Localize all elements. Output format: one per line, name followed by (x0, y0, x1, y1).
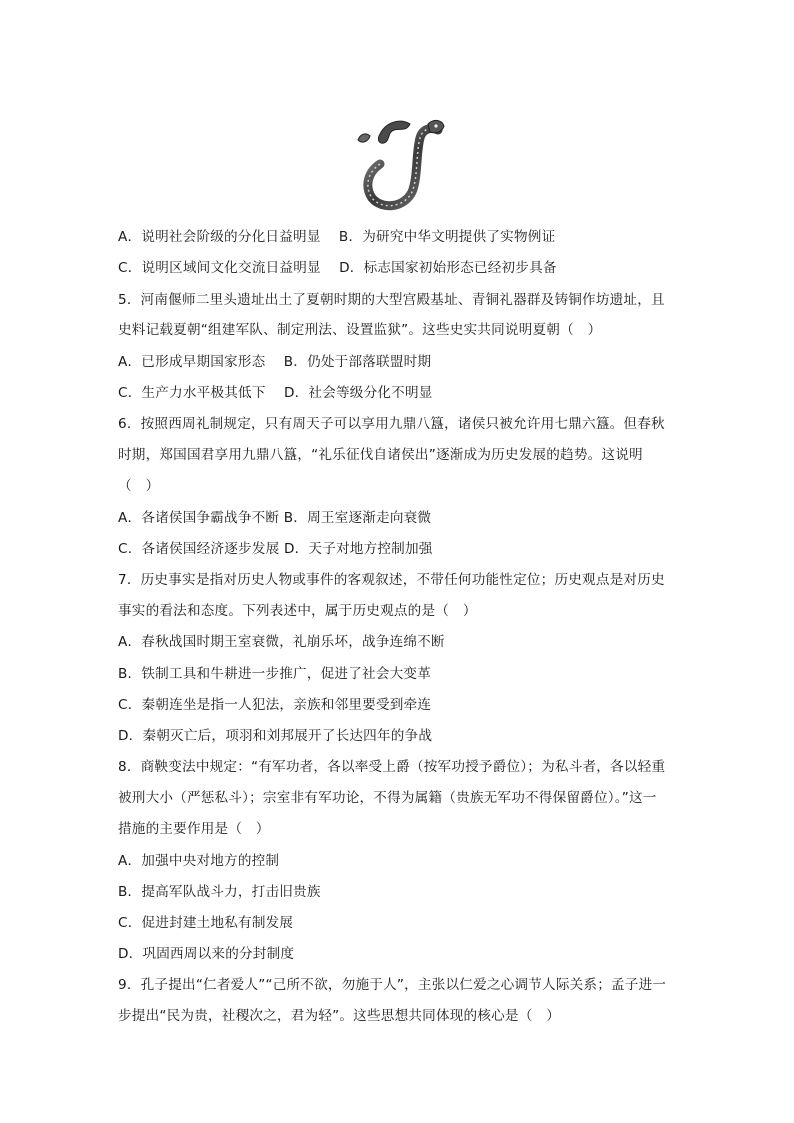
q7-stem-line-1: 7．历史事实是指对历史人物或事件的客观叙述，不带任何功能性定位；历史观点是对历史 (118, 572, 665, 588)
q8-option-c: C．促进封建土地私有制发展 (118, 915, 294, 931)
q7-option-a: A．春秋战国时期王室衰微，礼崩乐坏，战争连绵不断 (118, 634, 445, 650)
q5-stem-line-1: 5．河南偃师二里头遗址出土了夏朝时期的大型宫殿基址、青铜礼器群及铸铜作坊遗址，且 (118, 292, 665, 308)
q9-stem-line-2: 步提出“民为贵，社稷次之，君为轻”。这些思想共同体现的核心是（ ） (118, 1008, 561, 1024)
q6-stem-line-1: 6．按照西周礼制规定，只有周天子可以享用九鼎八簋，诸侯只被允许用七鼎六簋。但春秋 (118, 416, 665, 432)
q4-options-line-1: A．说明社会阶级的分化日益明显 B．为研究中华文明提供了实物例证 (118, 229, 556, 245)
q4-options-line-2: C．说明区域间文化交流日益明显 D．标志国家初始形态已经初步具备 (118, 260, 557, 276)
q7-option-c: C．秦朝连坐是指一人犯法，亲族和邻里要受到牵连 (118, 697, 432, 713)
q7-option-b: B．铁制工具和牛耕进一步推广，促进了社会大变革 (118, 666, 431, 682)
q7-stem-line-2: 事实的看法和态度。下列表述中，属于历史观点的是（ ） (118, 603, 477, 619)
q7-option-d: D．秦朝灭亡后，项羽和刘邦展开了长达四年的争战 (118, 728, 433, 744)
q6-options-line-2: C．各诸侯国经济逐步发展 D．天子对地方控制加强 (118, 541, 433, 557)
q5-options-line-1: A．已形成早期国家形态 B．仍处于部落联盟时期 (118, 354, 432, 370)
bronze-hook-artifact-image (350, 112, 446, 212)
q6-stem-line-2: 时期，郑国国君享用九鼎八簋，“礼乐征伐自诸侯出”逐渐成为历史发展的趋势。这说明 (118, 447, 643, 463)
q8-stem-line-1: 8．商鞅变法中规定：“有军功者，各以率受上爵（按军功授予爵位）；为私斗者，各以轻重 (118, 759, 666, 775)
q8-option-a: A．加强中央对地方的控制 (118, 853, 280, 869)
q6-options-line-1: A．各诸侯国争霸战争不断 B．周王室逐渐走向衰微 (118, 510, 432, 526)
q8-option-d: D．巩固西周以来的分封制度 (118, 946, 295, 962)
q5-options-line-2: C．生产力水平极其低下 D．社会等级分化不明显 (118, 385, 433, 401)
q5-stem-line-2: 史料记载夏朝“组建军队、制定刑法、设置监狱”。这些史实共同说明夏朝（ ） (118, 322, 602, 338)
q8-option-b: B．提高军队战斗力，打击旧贵族 (118, 884, 321, 900)
q8-stem-line-2: 被刑大小（严惩私斗）；宗室非有军功论，不得为属籍（贵族无军功不得保留爵位）。”这一 (118, 790, 657, 806)
q9-stem-line-1: 9．孔子提出“仁者爱人”“己所不欲，勿施于人”，主张以仁爱之心调节人际关系；孟子进一 (118, 977, 667, 993)
q8-stem-line-3: 措施的主要作用是（ ） (118, 821, 270, 837)
q6-stem-line-3: （ ） (118, 478, 160, 494)
